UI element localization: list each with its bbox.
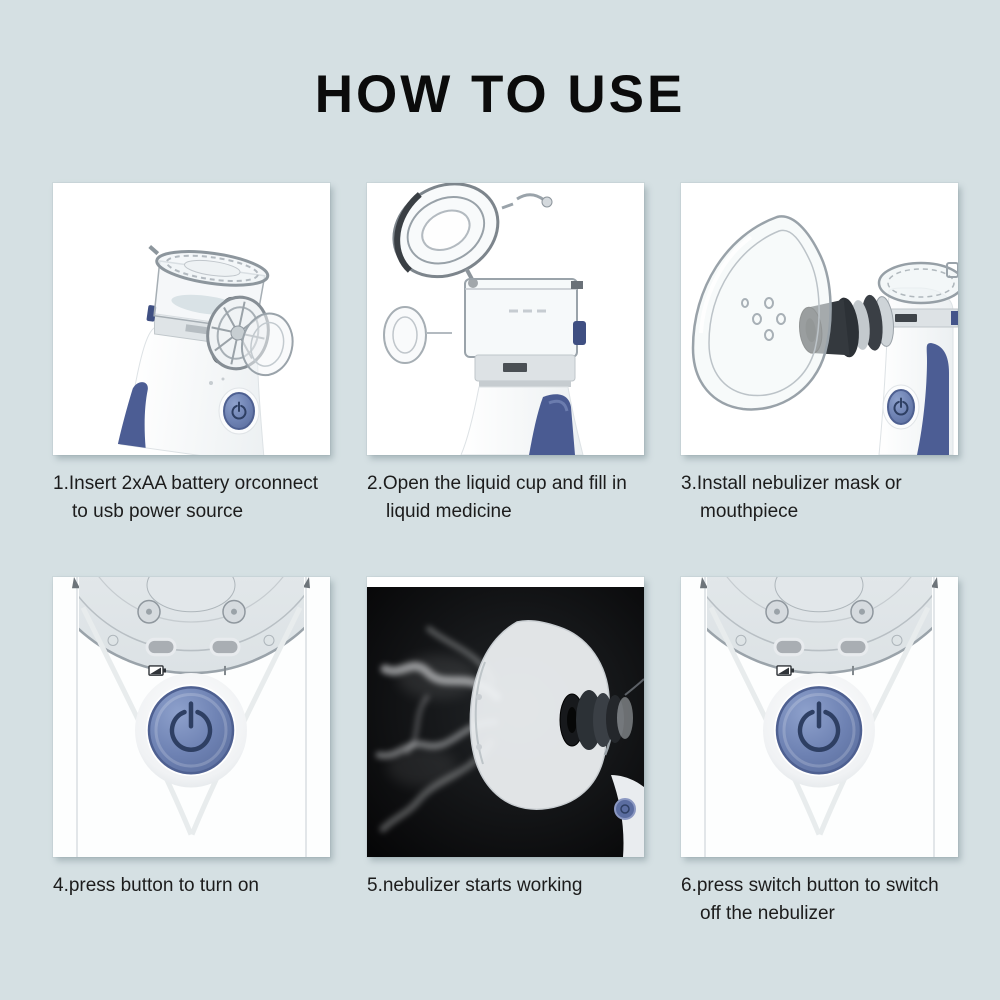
- step-1: [53, 183, 330, 577]
- nebulizer-tilted-illustration: [53, 183, 330, 455]
- step-3-photo: [681, 183, 958, 455]
- nebulizer-front-illustration: [681, 577, 958, 857]
- caption-line: 4.press button to turn on: [53, 875, 259, 896]
- step-1-photo: [53, 183, 330, 455]
- nebulizer-front-illustration: [53, 577, 330, 857]
- caption-line: 5.nebulizer starts working: [367, 875, 583, 896]
- step-5-photo: [367, 577, 644, 857]
- step-6: [681, 577, 958, 928]
- step-1-caption: [53, 455, 330, 577]
- step-3: [681, 183, 958, 577]
- step-4-photo: [53, 577, 330, 857]
- liquid-cup: [465, 279, 586, 357]
- cup-top: [879, 263, 958, 303]
- step-3-caption: [681, 455, 958, 577]
- caption-line: 6.press switch button to switch: [681, 875, 939, 896]
- caption-line: to usb power source: [72, 501, 244, 522]
- nebulizer-open-lid-illustration: [367, 183, 644, 455]
- page-title: HOW TO USE: [314, 65, 686, 124]
- step-2: [367, 183, 644, 577]
- caption-line: 2.Open the liquid cup and fill in: [367, 473, 627, 494]
- power-button-icon: [615, 799, 635, 819]
- step-2-photo: [367, 183, 644, 455]
- nebulizer-mask-illustration: [681, 183, 958, 455]
- steps-grid: [0, 183, 1000, 928]
- caption-line: off the nebulizer: [700, 903, 835, 924]
- caption-line: 3.Install nebulizer mask or: [681, 473, 902, 494]
- step-2-caption: [367, 455, 644, 577]
- step-6-caption: [681, 857, 958, 928]
- caption-line: 1.Insert 2xAA battery orconnect: [53, 473, 319, 494]
- caption-line: liquid medicine: [386, 501, 512, 522]
- title-bar: [0, 0, 1000, 183]
- step-4: [53, 577, 330, 928]
- step-5-caption: [367, 857, 644, 900]
- power-button-icon: [883, 385, 919, 429]
- step-6-photo: [681, 577, 958, 857]
- caption-line: mouthpiece: [700, 501, 799, 522]
- step-4-caption: [53, 857, 330, 900]
- step-5: [367, 577, 644, 928]
- nebulizer-working-illustration: [367, 577, 644, 857]
- power-button-icon: [219, 388, 259, 434]
